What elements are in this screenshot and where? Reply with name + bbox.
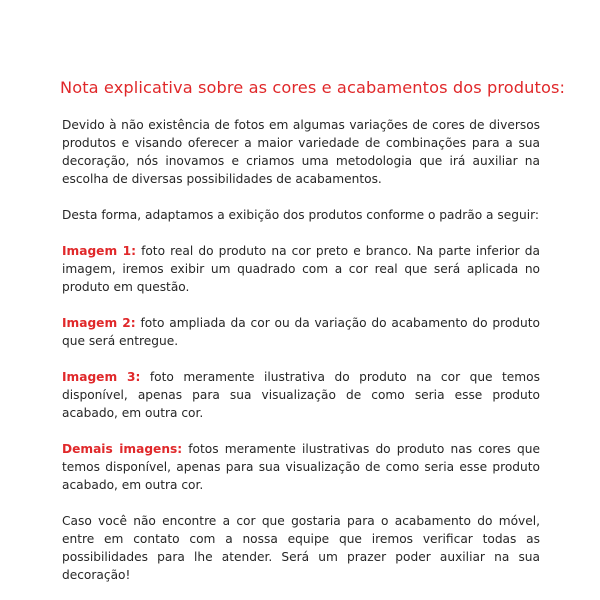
image-3-text: foto meramente ilustrativa do produto na cor que temos disponível, apenas para sua visualização de como seria esse produto acabado, em outra cor. [62,370,540,420]
image-1-paragraph [62,242,540,296]
image-2-label: Imagem 2: [62,316,136,330]
image-3-paragraph [62,368,540,422]
intro-paragraph: Devido à não existência de fotos em algumas variações de cores de diversos produtos e visando oferecer a maior variedade de combinações para a sua decoração, nós inovamos e criamos uma metodologia que irá auxiliar na escolha de diversas possibilidades de acabamentos. [62,118,540,186]
image-3-label: Imagem 3: [62,370,141,384]
image-2-paragraph [62,314,540,350]
image-1-text: foto real do produto na cor preto e branco. Na parte inferior da imagem, iremos exibir um quadrado com a cor real que será aplicada no produto em questão. [62,244,540,294]
other-images-label: Demais imagens: [62,442,183,456]
other-images-paragraph [62,440,540,494]
page-title: Nota explicativa sobre as cores e acabamentos dos produtos: [60,78,566,97]
other-images-text: fotos meramente ilustrativas do produto nas cores que temos disponível, apenas para sua visualização de como seria esse produto acabado, em outra cor. [62,442,540,492]
closing-paragraph: Caso você não encontre a cor que gostaria para o acabamento do móvel, entre em contato com a nossa equipe que iremos verificar todas as possibilidades para lhe atender. Será um prazer poder auxiliar na sua decoração! [62,514,540,582]
pattern-paragraph: Desta forma, adaptamos a exibição dos produtos conforme o padrão a seguir: [62,208,540,222]
image-1-label: Imagem 1: [62,244,136,258]
image-2-text: foto ampliada da cor ou da variação do acabamento do produto que será entregue. [62,316,540,348]
